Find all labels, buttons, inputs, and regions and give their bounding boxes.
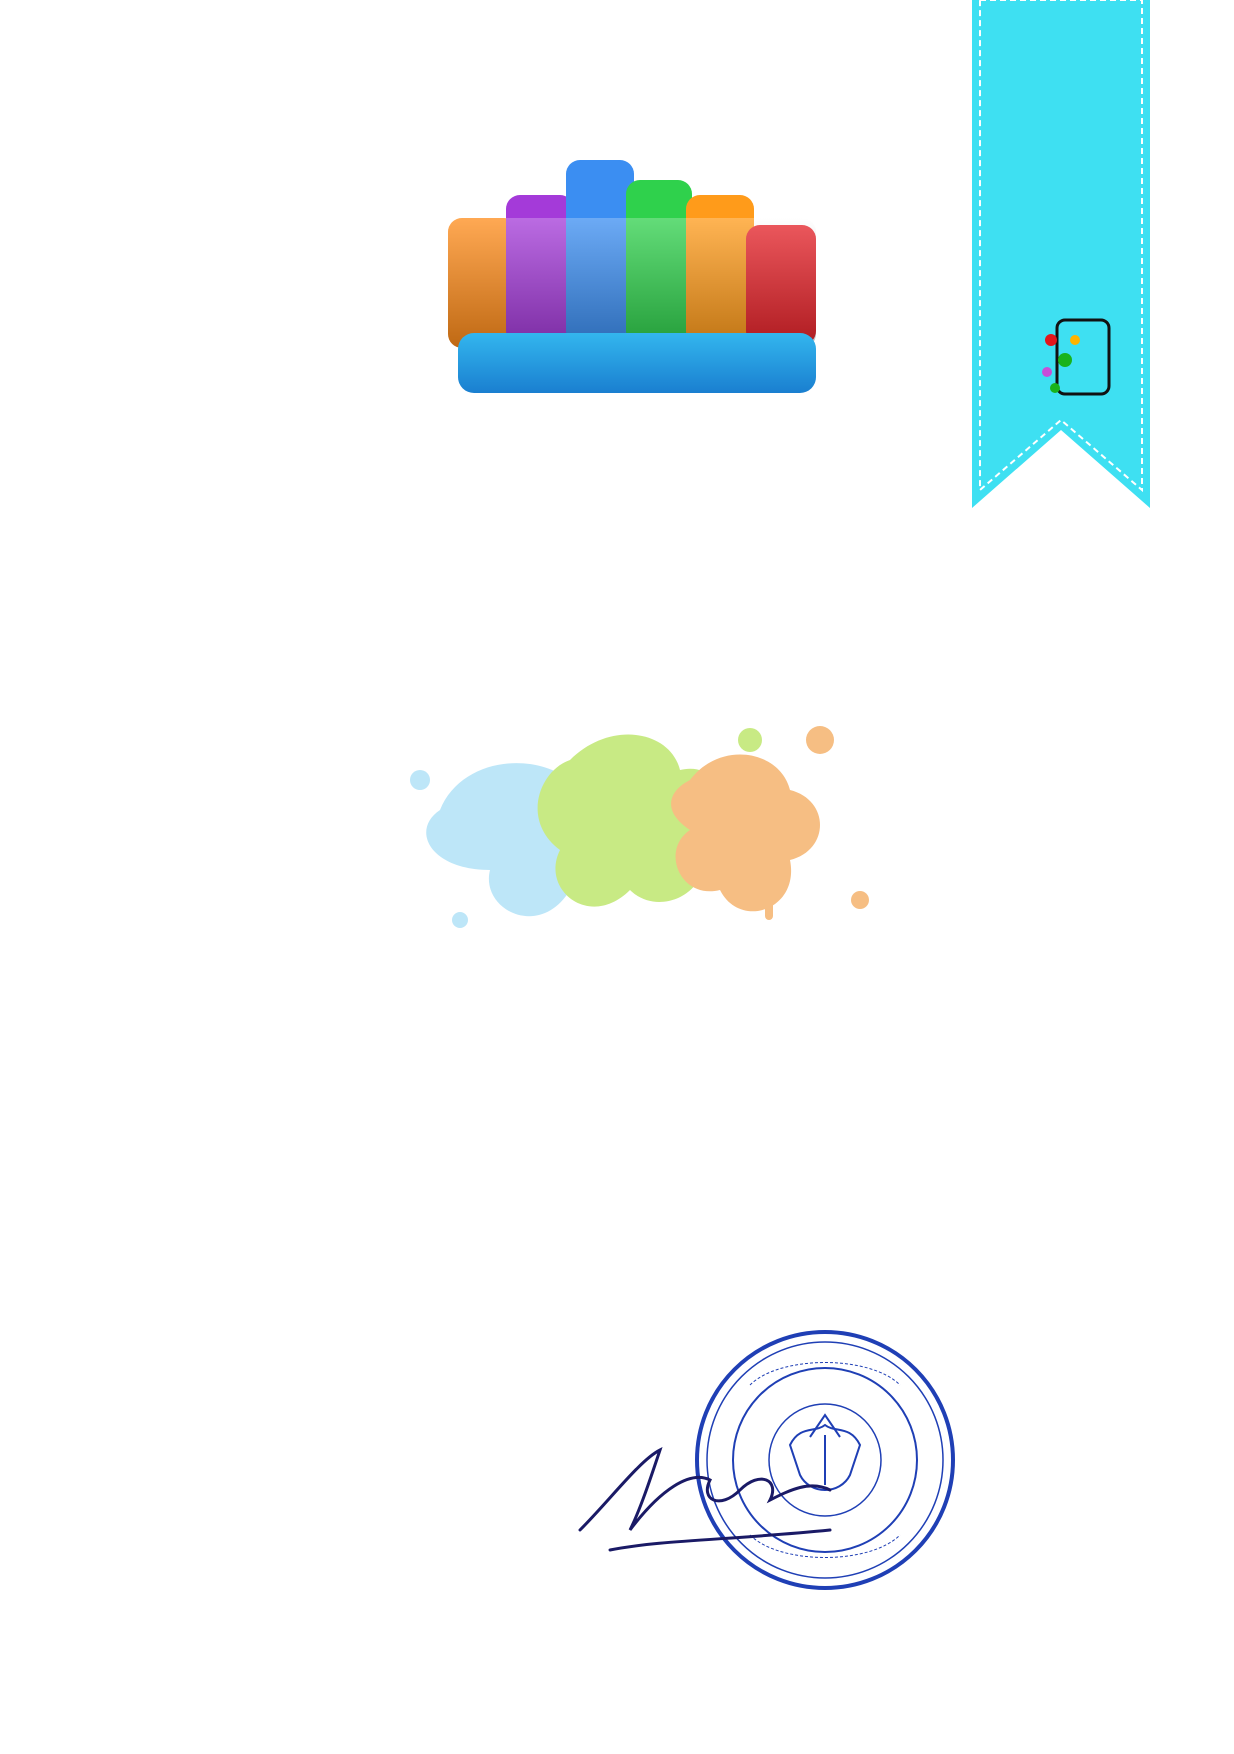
logo-subtitle	[458, 333, 816, 393]
rainbow-logo	[0, 0, 1234, 520]
paint-splash-icon	[400, 700, 880, 960]
signature-icon	[570, 1420, 870, 1570]
